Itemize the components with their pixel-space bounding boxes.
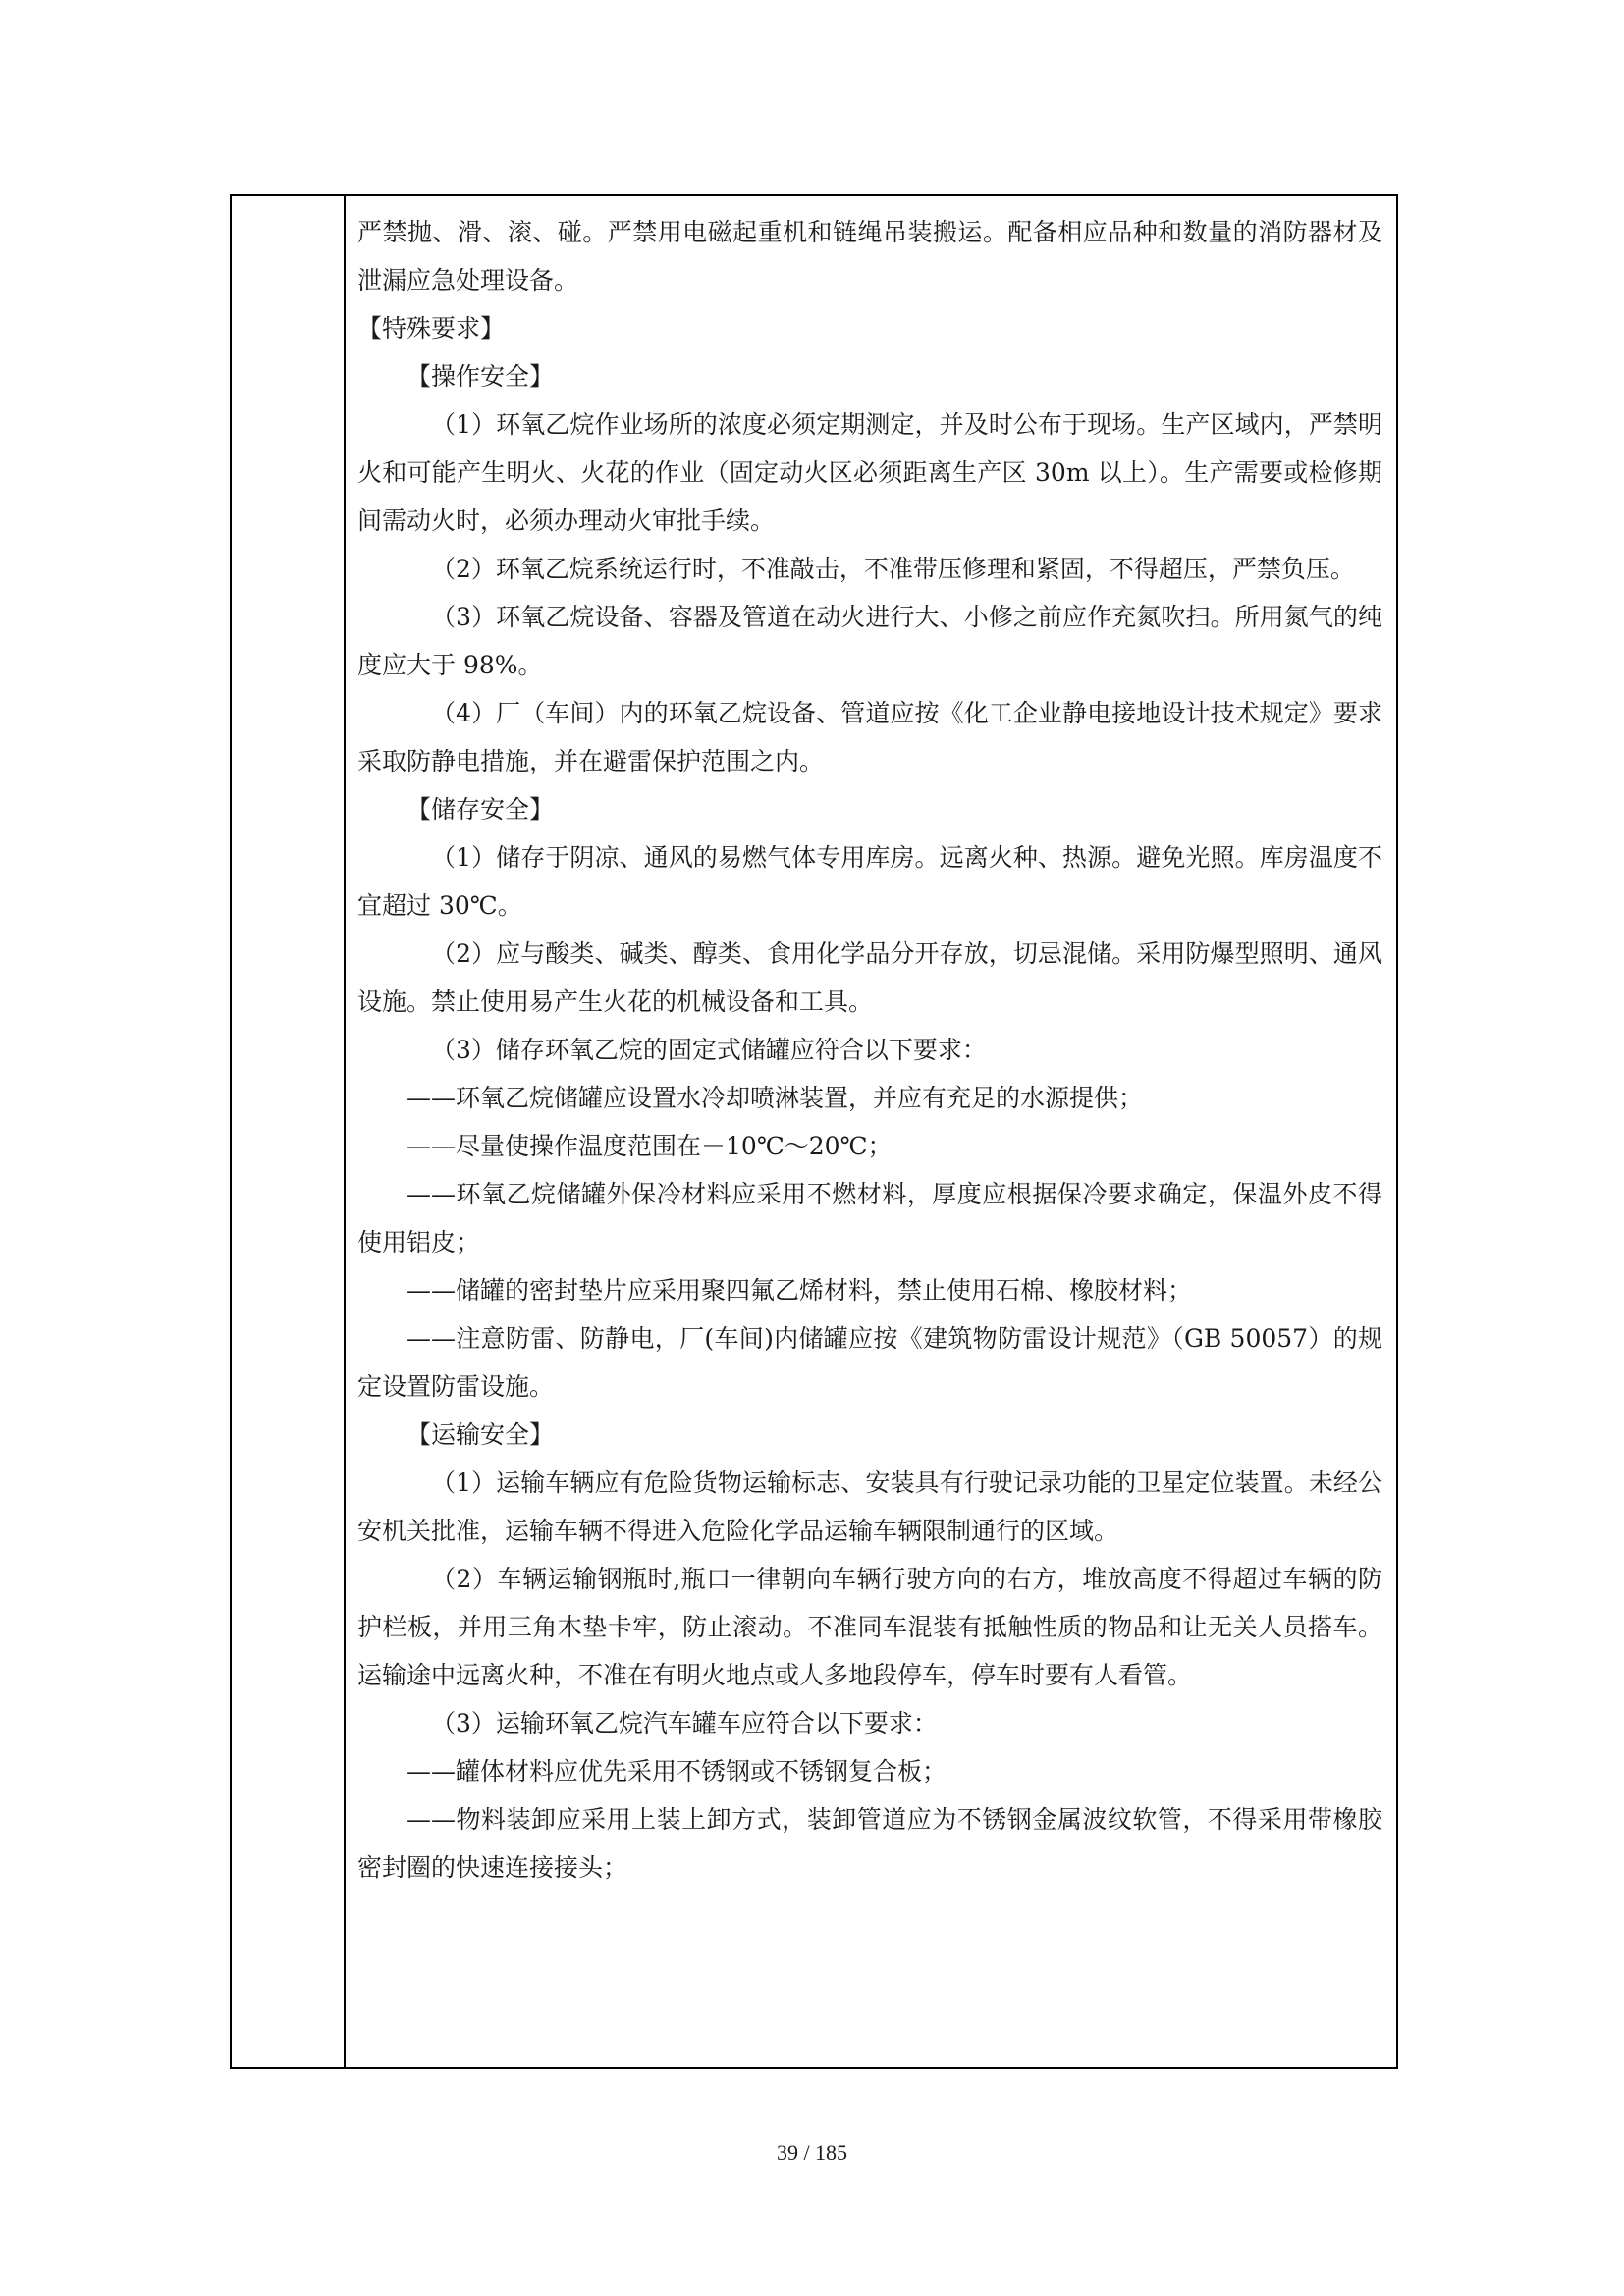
content-table [230, 194, 1398, 2069]
paragraph: （3）储存环氧乙烷的固定式储罐应符合以下要求： [431, 1036, 987, 1064]
section-heading: 【储存安全】 [406, 795, 555, 824]
paragraph: （1）储存于阴凉、通风的易燃气体专用库房。远离火种、热源。避免光照。库房温度不宜超过 30℃。 [357, 843, 1382, 920]
dash-list-item: ——储罐的密封垫片应采用聚四氟乙烯材料，禁止使用石棉、橡胶材料； [406, 1276, 1193, 1305]
paragraph: （3）环氧乙烷设备、容器及管道在动火进行大、小修之前应作充氮吹扫。所用氮气的纯度应大于 98%。 [357, 603, 1382, 679]
dash-list-item: ——环氧乙烷储罐外保冷材料应采用不燃材料，厚度应根据保冷要求确定，保温外皮不得使用铝皮； [357, 1180, 1382, 1256]
paragraph: （3）运输环氧乙烷汽车罐车应符合以下要求： [431, 1709, 938, 1737]
paragraph: （2）应与酸类、碱类、醇类、食用化学品分开存放，切忌混储。采用防爆型照明、通风设施。禁止使用易产生火花的机械设备和工具。 [357, 939, 1382, 1016]
dash-list-item: ——尽量使操作温度范围在－10℃～20℃； [406, 1132, 893, 1160]
page-number: 39 / 185 [776, 2140, 848, 2164]
section-heading: 【特殊要求】 [357, 314, 506, 343]
dash-list-item: ——环氧乙烷储罐应设置水冷却喷淋装置，并应有充足的水源提供； [406, 1084, 1144, 1112]
dash-list-item: ——注意防雷、防静电，厂(车间)内储罐应按《建筑物防雷设计规范》（GB 50057）的规定设置防雷设施。 [357, 1324, 1382, 1401]
dash-list-item: ——罐体材料应优先采用不锈钢或不锈钢复合板； [406, 1757, 947, 1786]
paragraph: （4）厂（车间）内的环氧乙烷设备、管道应按《化工企业静电接地设计技术规定》要求采取防静电措施，并在避雷保护范围之内。 [357, 699, 1382, 775]
table-left-column [232, 196, 346, 2067]
paragraph: （2）环氧乙烷系统运行时，不准敲击，不准带压修理和紧固，不得超压，严禁负压。 [431, 555, 1355, 583]
paragraph: （2）车辆运输钢瓶时,瓶口一律朝向车辆行驶方向的右方，堆放高度不得超过车辆的防护栏板，并用三角木垫卡牢，防止滚动。不准同车混装有抵触性质的物品和让无关人员搭车。运输途中远离火种，不准在有明火地点或人多地段停车，停车时要有人看管。 [357, 1565, 1382, 1689]
section-heading: 【运输安全】 [406, 1420, 555, 1449]
section-heading: 【操作安全】 [406, 362, 555, 391]
paragraph: 严禁抛、滑、滚、碰。严禁用电磁起重机和链绳吊装搬运。配备相应品种和数量的消防器材及泄漏应急处理设备。 [357, 218, 1382, 294]
paragraph: （1）环氧乙烷作业场所的浓度必须定期测定，并及时公布于现场。生产区域内，严禁明火和可能产生明火、火花的作业（固定动火区必须距离生产区 30m 以上）。生产需要或检修期间需动火时，必须办理动火审批手续。 [357, 410, 1382, 535]
dash-list-item: ——物料装卸应采用上装上卸方式，装卸管道应为不锈钢金属波纹软管，不得采用带橡胶密封圈的快速连接接头； [357, 1805, 1382, 1882]
paragraph: （1）运输车辆应有危险货物运输标志、安装具有行驶记录功能的卫星定位装置。未经公安机关批准，运输车辆不得进入危险化学品运输车辆限制通行的区域。 [357, 1468, 1382, 1545]
table-content-cell [346, 196, 1396, 2067]
